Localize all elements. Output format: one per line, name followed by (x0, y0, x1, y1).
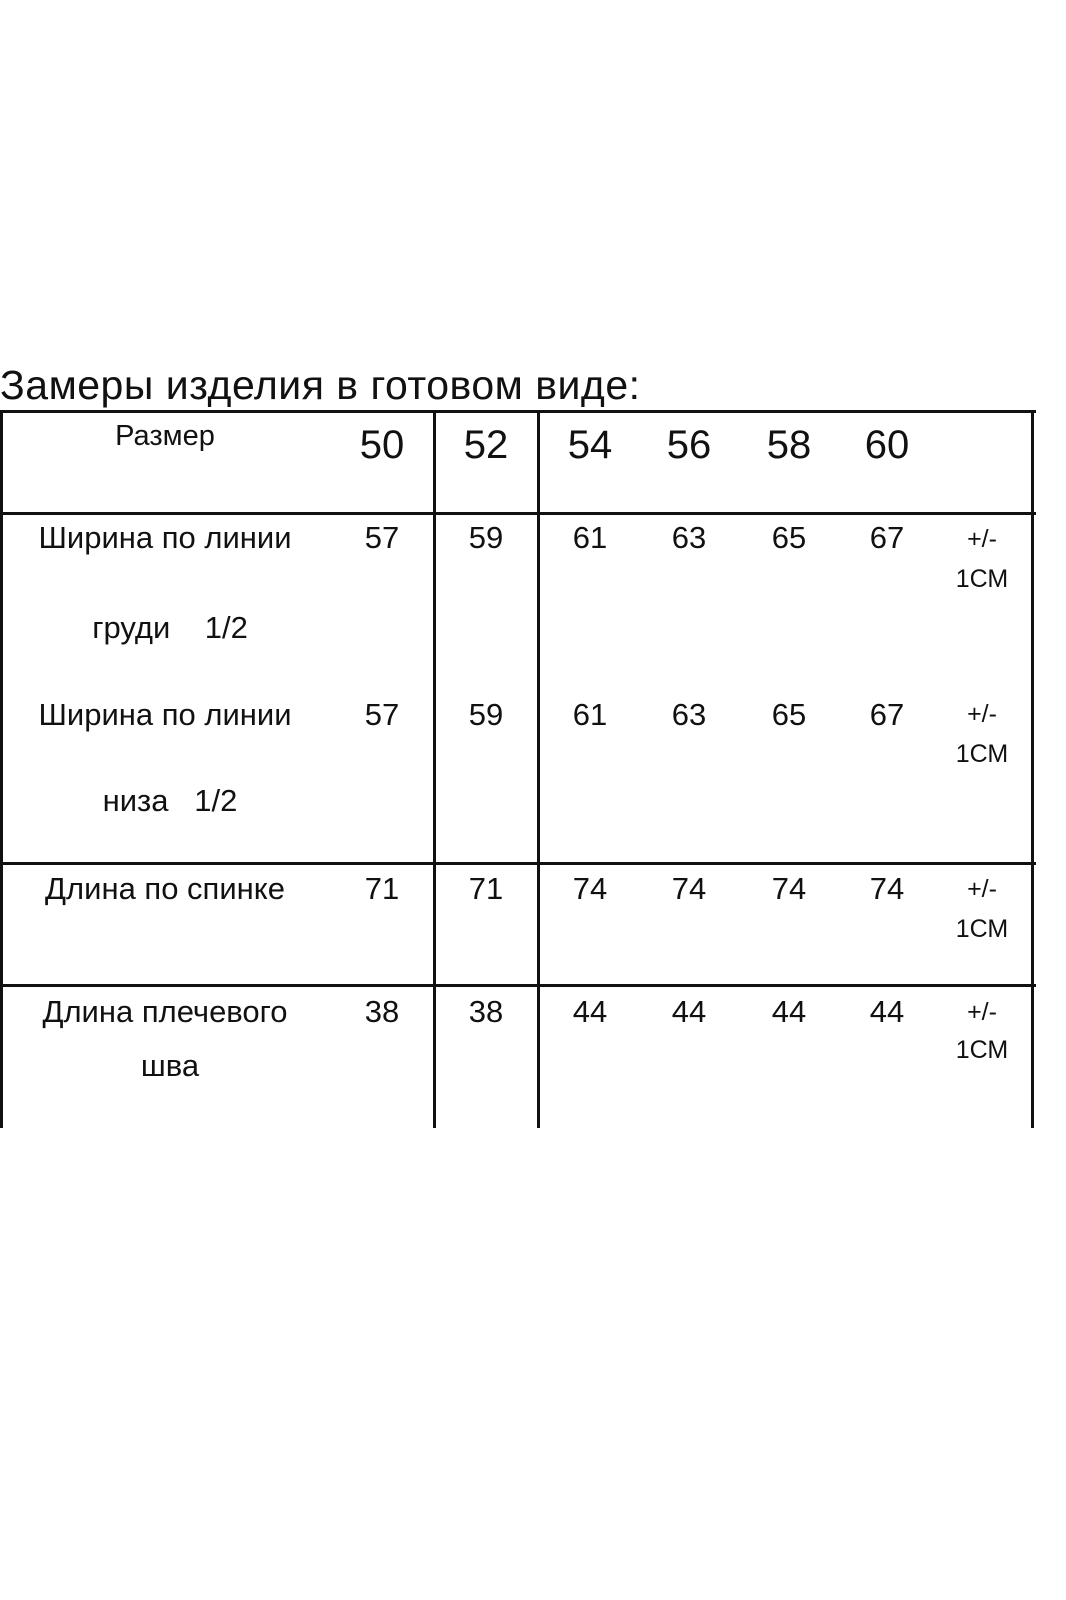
row-shoulder-tolerance-line2: 1СМ (955, 1036, 1009, 1064)
row-chest-value-54: 61 (572, 520, 608, 555)
row-shoulder-value-56: 44 (671, 994, 707, 1029)
row-chest-label-line1: Ширина по линии (38, 520, 292, 555)
row-shoulder-label-line2: шва (140, 1048, 200, 1083)
row-hem-value-58: 65 (771, 697, 807, 732)
row-chest-label-line2: груди 1/2 (92, 610, 248, 645)
row-chest-value-50: 57 (364, 520, 400, 555)
row-shoulder-value-54: 44 (572, 994, 608, 1029)
row-divider-1 (0, 512, 1036, 515)
header-size-58: 58 (766, 423, 812, 467)
header-size-label: Размер (115, 420, 215, 452)
page-title: Замеры изделия в готовом виде: (0, 362, 641, 408)
table-border-left (0, 410, 3, 1128)
row-chest-tolerance-line1: +/- (967, 525, 997, 553)
row-hem-value-56: 63 (671, 697, 707, 732)
row-back-length-value-52: 71 (468, 871, 504, 906)
row-hem-value-50: 57 (364, 697, 400, 732)
row-hem-tolerance-line2: 1СМ (955, 740, 1009, 768)
row-shoulder-value-52: 38 (468, 994, 504, 1029)
col-divider-2 (537, 410, 540, 1128)
row-hem-tolerance-line1: +/- (967, 700, 997, 728)
row-back-length-value-60: 74 (869, 871, 905, 906)
table-border-top (0, 410, 1036, 413)
row-back-length-value-56: 74 (671, 871, 707, 906)
row-chest-value-56: 63 (671, 520, 707, 555)
header-size-50: 50 (359, 423, 405, 467)
header-size-52: 52 (463, 423, 509, 467)
row-chest-value-60: 67 (869, 520, 905, 555)
row-chest-tolerance-line2: 1СМ (955, 565, 1009, 593)
row-shoulder-label-line1: Длина плечевого (42, 994, 288, 1029)
header-size-54: 54 (567, 423, 613, 467)
table-border-right (1031, 410, 1034, 1128)
row-back-length-tolerance-line1: +/- (967, 875, 997, 903)
header-size-60: 60 (864, 423, 910, 467)
row-shoulder-value-58: 44 (771, 994, 807, 1029)
header-size-56: 56 (666, 423, 712, 467)
row-shoulder-tolerance-line1: +/- (967, 998, 997, 1026)
row-back-length-value-50: 71 (364, 871, 400, 906)
row-shoulder-value-60: 44 (869, 994, 905, 1029)
row-divider-3 (0, 984, 1036, 987)
row-hem-value-60: 67 (869, 697, 905, 732)
row-chest-value-58: 65 (771, 520, 807, 555)
row-divider-2 (0, 862, 1036, 865)
row-shoulder-value-50: 38 (364, 994, 400, 1029)
row-hem-label-line2: низа 1/2 (102, 783, 238, 818)
row-hem-label-line1: Ширина по линии (38, 697, 292, 732)
row-back-length-value-58: 74 (771, 871, 807, 906)
row-back-length-label: Длина по спинке (45, 871, 285, 906)
row-back-length-tolerance-line2: 1СМ (955, 915, 1009, 943)
row-back-length-value-54: 74 (572, 871, 608, 906)
row-chest-value-52: 59 (468, 520, 504, 555)
row-hem-value-52: 59 (468, 697, 504, 732)
row-hem-value-54: 61 (572, 697, 608, 732)
col-divider-1 (433, 410, 436, 1128)
